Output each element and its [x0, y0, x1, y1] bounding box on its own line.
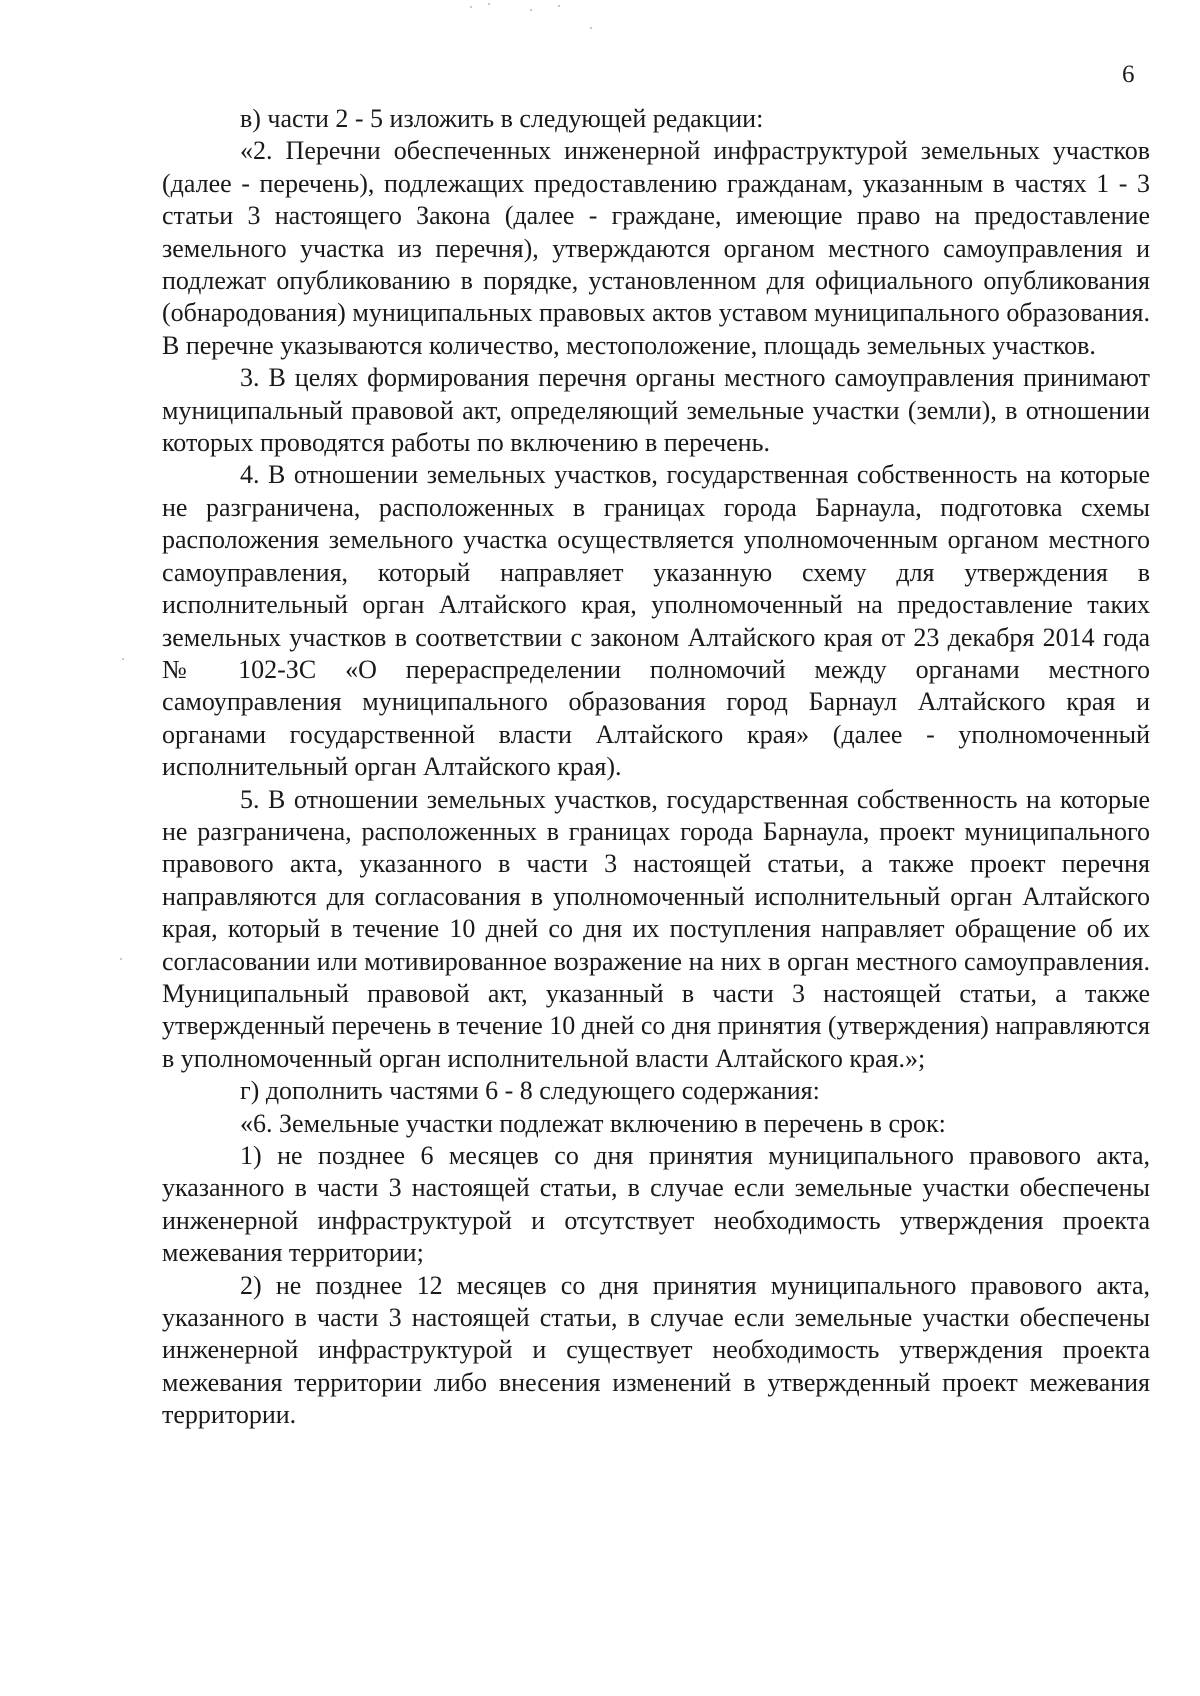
- scan-speck: [470, 6, 472, 8]
- scan-speck: [590, 27, 592, 29]
- scan-speck: [558, 5, 560, 7]
- paragraph-part-6: «6. Земельные участки подлежат включению в перечень в срок:: [240, 1108, 946, 1138]
- scan-speck: [530, 9, 532, 11]
- scan-speck: [122, 658, 124, 660]
- paragraph-part-5: 5. В отношении земельных участков, государственная собственность на которые не разграничена, расположенных в границах города Барнаула, проект муниципального правового акта, указанного в части 3 настоящей статьи, а также проект перечня направляются для согласования в уполномоченный исполнительный орган Алтайского края, который в течение 10 дней со дня их поступления направляет обращение об их согласовании или мотивированное возражение на них в орган местного самоуправления. Муниципальный правовой акт, указанный в части 3 настоящей статьи, а также утвержденный перечень в течение 10 дней со дня принятия (утверждения) направляются в уполномоченный орган исполнительной власти Алтайского края.»;: [162, 784, 1150, 1073]
- page-number: 6: [1122, 61, 1135, 88]
- document-body: [162, 103, 1150, 1432]
- paragraph-part-4: 4. В отношении земельных участков, государственная собственность на которые не разграничена, расположенных в границах города Барнаула, подготовка схемы расположения земельного участка осуществляется уполномоченным органом местного самоуправления, который направляет указанную схему для утверждения в исполнительный орган Алтайского края, уполномоченный на предоставление таких земельных участков в соответствии с законом Алтайского края от 23 декабря 2014 года № 102-ЗС «О перераспределении полномочий между органами местного самоуправления муниципального образования город Барнаул Алтайского края и органами государственной власти Алтайского края» (далее - уполномоченный исполнительный орган Алтайского края).: [162, 460, 1150, 782]
- paragraph-item-v: в) части 2 - 5 изложить в следующей редакции:: [240, 104, 764, 133]
- scan-speck: [488, 3, 490, 5]
- paragraph-part-3: 3. В целях формирования перечня органы местного самоуправления принимают муниципальный правовой акт, определяющий земельные участки (земли), в отношении которых проводятся работы по включению в перечень.: [162, 363, 1150, 458]
- scan-speck: [120, 958, 122, 960]
- paragraph-item-g: г) дополнить частями 6 - 8 следующего содержания:: [240, 1076, 820, 1106]
- paragraph-part-2: «2. Перечни обеспеченных инженерной инфраструктурой земельных участков (далее - перечень), подлежащих предоставлению гражданам, указанным в частях 1 - 3 статьи 3 настоящего Закона (далее - граждане, имеющие право на предоставление земельного участка из перечня), утверждаются органом местного самоуправления и подлежат опубликованию в порядке, установленном для официального опубликования (обнародования) муниципальных правовых актов уставом муниципального образования. В перечне указываются количество, местоположение, площадь земельных участков.: [162, 136, 1150, 360]
- paragraph-part-6-item-1: 1) не позднее 6 месяцев со дня принятия муниципального правового акта, указанного в части 3 настоящей статьи, в случае если земельные участки обеспечены инженерной инфраструктурой и отсутствует необходимость утверждения проекта межевания территории;: [162, 1141, 1150, 1268]
- paragraph-part-6-item-2: 2) не позднее 12 месяцев со дня принятия муниципального правового акта, указанного в части 3 настоящей статьи, в случае если земельные участки обеспечены инженерной инфраструктурой и существует необходимость утверждения проекта межевания территории либо внесения изменений в утвержденный проект межевания территории.: [162, 1270, 1150, 1430]
